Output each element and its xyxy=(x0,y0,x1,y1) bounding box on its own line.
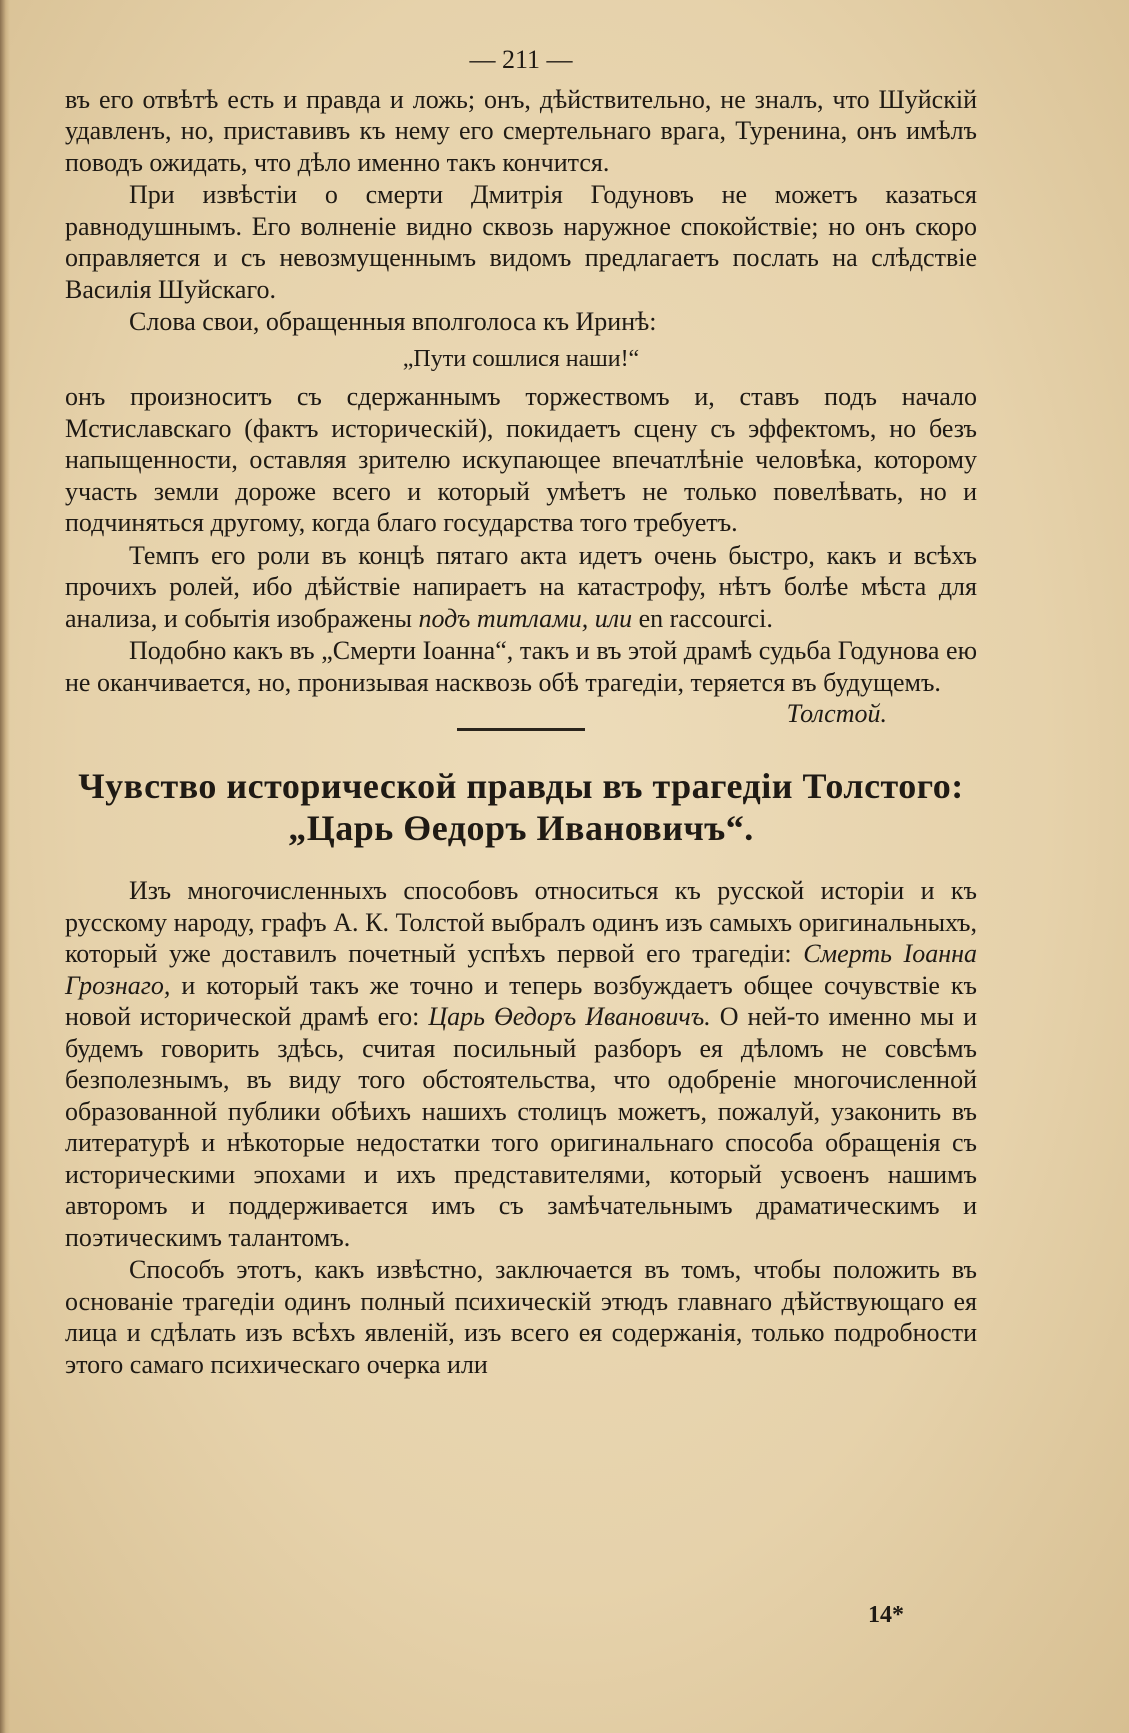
signature: Толстой. xyxy=(786,699,887,728)
article-title-line1: Чувство исторической правды въ трагедіи Толстого: xyxy=(78,766,964,806)
article-p1-a: Изъ многочисленныхъ способовъ относиться къ русской исторіи и къ русскому народу, графъ А. К. Толстой выбралъ одинъ изъ самыхъ оригинальныхъ, который уже доставилъ почетный успѣхъ первой его трагедіи: xyxy=(65,876,977,968)
page-number: — 211 — xyxy=(469,45,573,74)
article-p1-b: и который такъ же точно и теперь возбуждаетъ общее сочувствіе къ новой исторической драмѣ его: xyxy=(65,970,977,1031)
paragraph-news-of-death: При извѣстіи о смерти Дмитрія Годуновъ не можетъ казаться равнодушнымъ. Его волненіе видно сквозь наружное спокойствіе; но онъ скоро оправляется и съ невозмущеннымъ видомъ предлагаетъ послать на слѣдствіе Василія Шуйскаго. xyxy=(65,180,977,304)
tempo-tail: en raccourci. xyxy=(632,603,773,633)
paragraph-closing xyxy=(65,635,977,728)
paragraph-after-quote: онъ произноситъ съ сдержаннымъ торжествомъ и, ставъ подъ начало Мстиславскаго (фактъ историческій), покидаетъ сцену съ эффектомъ, но безъ напыщенности, оставляя зрителю искупающее впечатлѣніе человѣка, которому участь земли дороже всего и который умѣетъ не только повелѣвать, но и подчиняться другому, когда благо государства того требуетъ. xyxy=(65,382,977,537)
paragraph-words-to-irina: Слова свои, обращенныя вполголоса къ Иринѣ: xyxy=(129,307,657,336)
page-text xyxy=(65,38,977,1381)
article-title-line2: „Царь Өедоръ Ивановичъ“. xyxy=(288,808,754,848)
tempo-italic: подъ титлами, или xyxy=(418,603,633,633)
article-p1-italic-2: Царь Өедоръ Ивановичъ. xyxy=(428,1002,711,1031)
article-paragraph-2: Способъ этотъ, какъ извѣстно, заключается въ томъ, чтобы положить въ основаніе трагедіи одинъ полный психическій этюдъ главнаго дѣйствующаго ея лица и сдѣлать изъ всѣхъ явленій, изъ всего ея содержанія, только подробности этого самаго психическаго очерка или xyxy=(65,1255,977,1379)
closing-text: Подобно какъ въ „Смерти Іоанна“, такъ и въ этой драмѣ судьба Годунова ею не оканчивается, но, пронизывая насквозь обѣ трагедіи, теряется въ будущемъ. xyxy=(65,636,977,697)
article-title xyxy=(65,765,977,849)
paragraph-continuation: въ его отвѣтѣ есть и правда и ложь; онъ, дѣйствительно, не зналъ, что Шуйскій удавленъ, но, приставивъ къ нему его смертельнаго врага, Туренина, онъ имѣлъ поводъ ожидать, что дѣло именно такъ кончится. xyxy=(65,84,977,177)
article-p1-c: О ней-то именно мы и будемъ говорить здѣсь, считая посильный разборъ ея дѣломъ не совсѣмъ безполезнымъ, въ виду того обстоятельства, что одобреніе многочисленной образованной публики обѣихъ нашихъ столицъ можетъ, пожалуй, узаконить въ литературѣ и нѣкоторые недостатки того оригинальнаго способа обращенія съ историческими эпохами и ихъ представителями, который усвоенъ нашимъ авторомъ и поддерживается имъ съ замѣчательнымъ драматическимъ и поэтическимъ талантомъ. xyxy=(65,1002,977,1252)
tempo-text: Темпъ его роли въ концѣ пятаго акта идетъ очень быстро, какъ и всѣхъ прочихъ ролей, ибо дѣйствіе напираетъ на катастрофу, нѣтъ болѣе мѣста для анализа, и событія изображены xyxy=(65,540,977,633)
verse-quote: „Пути сошлися наши!“ xyxy=(402,345,640,372)
section-divider xyxy=(457,728,585,731)
paragraph-tempo xyxy=(65,540,977,635)
signature-mark: 14* xyxy=(868,1602,904,1628)
article-paragraph-1 xyxy=(65,875,977,1253)
article-p1-italic-1: Смерть Іоанна Грознаго, xyxy=(65,939,978,1000)
